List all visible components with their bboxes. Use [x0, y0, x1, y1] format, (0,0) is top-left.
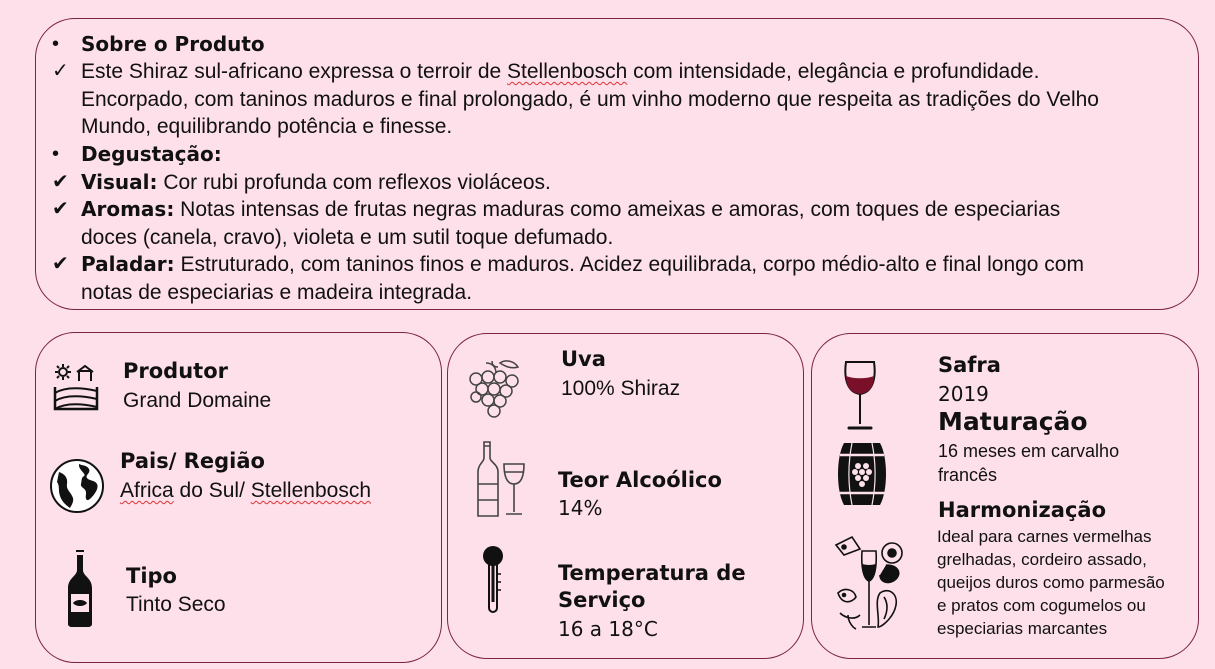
tasting-aromas: Aromas: Notas intensas de frutas negras maduras como ameixas e amoras, com toques de especiarias	[81, 197, 1061, 221]
alcohol-value: 14%	[558, 496, 603, 520]
alcohol-label: Teor Alcoólico	[558, 468, 722, 492]
food-pairing-icon	[834, 535, 908, 633]
tasting-heading: Degustação:	[81, 142, 222, 166]
producer-value: Grand Domaine	[123, 389, 272, 412]
wine-glass-icon	[843, 360, 877, 432]
bullet: •	[52, 143, 60, 165]
aging-value-1: 16 meses em carvalho	[938, 441, 1120, 461]
temperature-label-2: Serviço	[558, 588, 646, 612]
vintage-value: 2019	[938, 382, 989, 406]
globe-icon	[49, 458, 105, 514]
vintage-label: Safra	[938, 353, 1001, 377]
tasting-visual: Visual: Cor rubi profunda com reflexos violáceos.	[81, 170, 551, 194]
barrel-icon	[836, 441, 888, 507]
about-heading: Sobre o Produto	[81, 32, 265, 56]
pairing-line: especiarias marcantes	[937, 619, 1108, 638]
grapes-icon	[466, 357, 522, 419]
region-label: Pais/ Região	[120, 449, 265, 473]
farm-icon	[51, 363, 99, 411]
thermometer-icon	[481, 544, 505, 616]
aging-label: Maturação	[938, 407, 1088, 436]
about-line-1: Este Shiraz sul-africano expressa o terroir de Stellenbosch com intensidade, elegância e profundidade.	[81, 60, 1040, 83]
about-line-3: Mundo, equilibrando potência e finesse.	[81, 115, 453, 138]
pairing-line: grelhadas, cordeiro assado,	[937, 550, 1147, 569]
tasting-palate-cont: notas de especiarias e madeira integrada.	[81, 281, 473, 304]
check-mark: ✔	[52, 198, 69, 220]
pairing-label: Harmonização	[938, 498, 1106, 522]
pairing-line: Ideal para carnes vermelhas	[937, 527, 1152, 546]
producer-label: Produtor	[123, 359, 228, 383]
pairing-line: e pratos com cogumelos ou	[937, 596, 1146, 615]
type-label: Tipo	[126, 564, 177, 588]
bottle-and-glass-icon	[476, 440, 528, 518]
grape-label: Uva	[561, 347, 606, 371]
tasting-aromas-cont: doces (canela, cravo), violeta e um sutil toque defumado.	[81, 226, 614, 249]
tasting-palate: Paladar: Estruturado, com taninos finos e maduros. Acidez equilibrada, corpo médio-alto e final longo com	[81, 252, 1084, 276]
aging-value-2: francês	[938, 465, 998, 485]
region-value: Africa do Sul/ Stellenbosch	[120, 479, 371, 502]
pairing-line: queijos duros como parmesão	[937, 573, 1165, 592]
check-mark: ✓	[52, 60, 69, 82]
wine-bottle-icon	[66, 548, 94, 628]
temperature-label-1: Temperatura de	[558, 561, 746, 585]
bullet: •	[52, 33, 60, 55]
type-value: Tinto Seco	[126, 593, 226, 616]
check-mark: ✔	[52, 171, 69, 193]
about-line-2: Encorpado, com taninos maduros e final prolongado, é um vinho moderno que respeita as tradições do Velho	[81, 88, 1099, 111]
grape-value: 100% Shiraz	[561, 377, 681, 400]
check-mark: ✔	[52, 253, 69, 275]
temperature-value: 16 a 18°C	[558, 617, 658, 641]
